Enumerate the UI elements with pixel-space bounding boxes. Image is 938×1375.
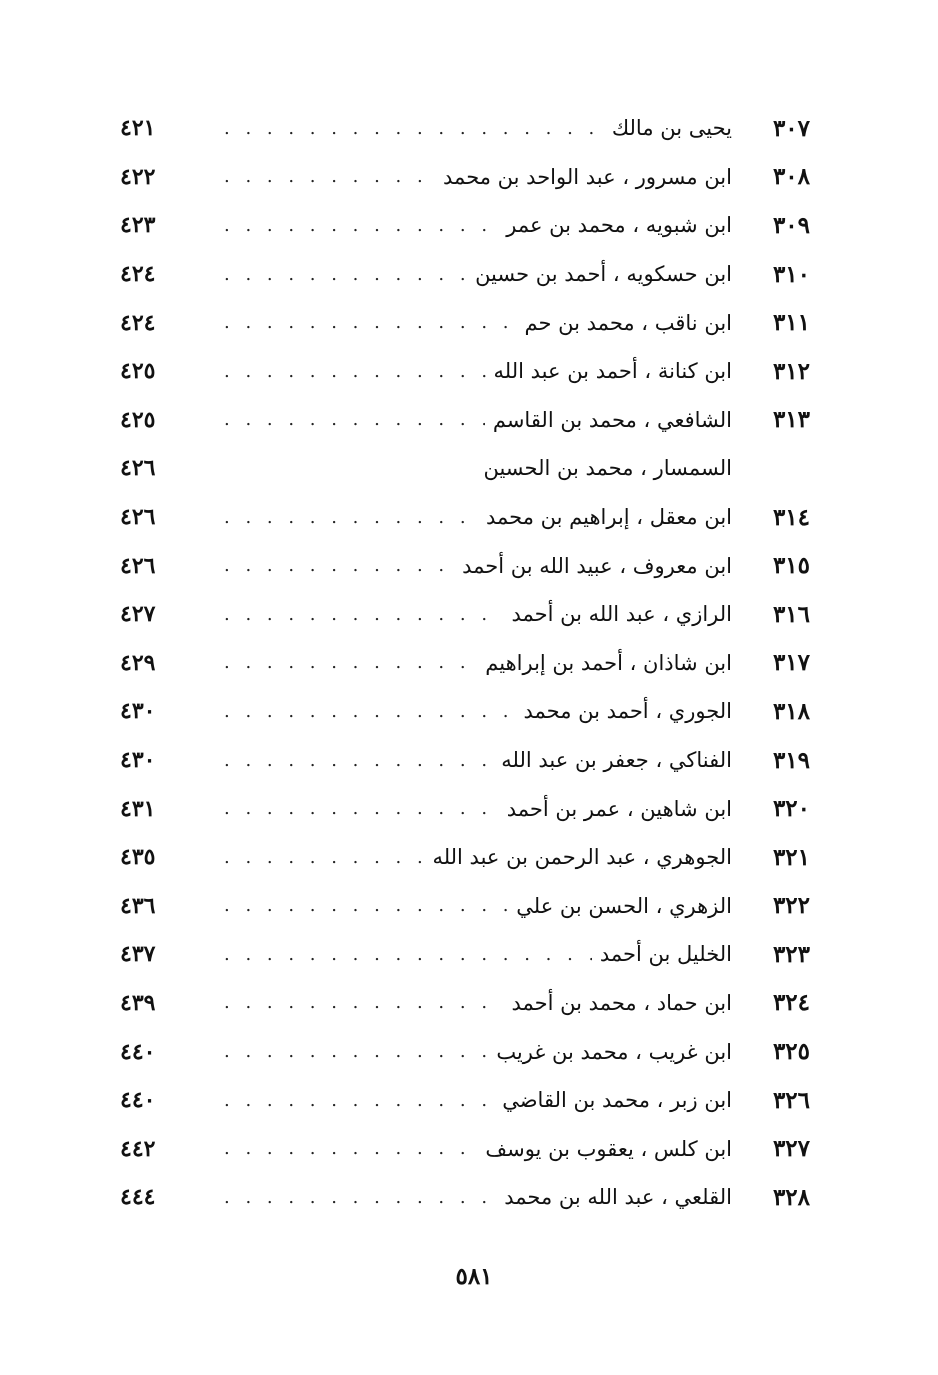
entry-number: ٣١٨ [772, 697, 810, 725]
toc-entry [120, 153, 820, 202]
entry-title: ابن معقل ، إبراهيم بن محمد [485, 505, 732, 530]
dot-leader [224, 798, 499, 819]
entry-page: ٤٢٦ [120, 455, 156, 482]
entry-number: ٣٢٤ [772, 989, 810, 1017]
entry-number: ٣١٣ [772, 406, 810, 434]
dot-leader [224, 312, 517, 333]
entry-page: ٤٢١ [120, 115, 156, 142]
entry-page: ٤٢٦ [120, 504, 156, 531]
entry-title: الزهري ، الحسن بن علي [516, 893, 732, 918]
toc-entry [120, 784, 820, 833]
toc-entry [120, 590, 820, 639]
dot-leader [224, 944, 592, 965]
toc-entry [120, 201, 820, 250]
entry-title: ابن مسرور ، عبد الواحد بن محمد [443, 164, 732, 189]
toc-entry [120, 930, 820, 979]
dot-leader [224, 361, 486, 382]
entry-page: ٤٣٠ [120, 698, 156, 725]
dot-leader [224, 992, 504, 1013]
toc-entry [120, 882, 820, 931]
entry-title: الشافعي ، محمد بن القاسم [492, 407, 732, 432]
entry-title: ابن كلس ، يعقوب بن يوسف [485, 1136, 732, 1161]
entry-page: ٤٣٧ [120, 941, 156, 968]
entry-page: ٤٢٤ [120, 309, 156, 336]
entry-title: السمسار ، محمد بن الحسين [483, 456, 732, 481]
page-number: ٥٨١ [455, 1263, 493, 1290]
entry-title: ابن معروف ، عبيد الله بن أحمد [462, 553, 732, 578]
toc-entry [120, 1076, 820, 1125]
entry-number: ٣١٦ [772, 600, 810, 628]
entry-number: ٣١٩ [772, 746, 810, 774]
dot-leader [224, 264, 467, 285]
entry-number: ٣٢٧ [772, 1135, 810, 1163]
toc-entry [120, 1173, 820, 1222]
dot-leader [224, 895, 508, 916]
toc-entry [120, 833, 820, 882]
entry-number: ٣٢٢ [772, 892, 810, 920]
dot-leader [224, 507, 478, 528]
dot-leader [224, 118, 604, 139]
toc-entry [120, 736, 820, 785]
entry-title: الجوري ، أحمد بن محمد [523, 699, 732, 724]
entry-number: ٣١١ [772, 309, 810, 337]
toc-entry [120, 1124, 820, 1173]
entry-title: ابن حسكويه ، أحمد بن حسين [475, 262, 732, 287]
entry-number: ٣٠٩ [772, 211, 810, 239]
entry-page: ٤٢٩ [120, 649, 156, 676]
entry-page: ٤٤٤ [120, 1184, 156, 1211]
entry-number: ٣٢١ [772, 843, 810, 871]
entry-title: ابن شاذان ، أحمد بن إبراهيم [485, 650, 732, 675]
entry-title: ابن ناقب ، محمد بن حم [524, 310, 732, 335]
dot-leader [224, 555, 454, 576]
entry-page: ٤٣٥ [120, 844, 156, 871]
toc-entry [120, 250, 820, 299]
entry-number: ٣٢٣ [772, 940, 810, 968]
entry-title: ابن شاهين ، عمر بن أحمد [506, 796, 732, 821]
toc-entry [120, 639, 820, 688]
entry-title: القلعي ، عبد الله بن محمد [504, 1185, 732, 1210]
dot-leader [224, 847, 424, 868]
entry-page: ٤٤٠ [120, 1087, 156, 1114]
entry-number: ٣٢٦ [772, 1086, 810, 1114]
entry-page: ٤٢٧ [120, 601, 156, 628]
entry-page: ٤٢٤ [120, 261, 156, 288]
toc-entry [120, 541, 820, 590]
entry-title: يحيى بن مالك [611, 116, 732, 141]
entry-title: الجوهري ، عبد الرحمن بن عبد الله [432, 845, 732, 870]
entry-number: ٣١٠ [772, 260, 810, 288]
toc-entry [120, 444, 820, 493]
entry-page: ٤٣٠ [120, 747, 156, 774]
entry-title: ابن غريب ، محمد بن غريب [496, 1039, 732, 1064]
toc-entry [120, 687, 820, 736]
dot-leader [224, 166, 435, 187]
toc-entry [120, 493, 820, 542]
entry-page: ٤٢٦ [120, 552, 156, 579]
dot-leader [224, 701, 516, 722]
dot-leader [224, 1090, 494, 1111]
dot-leader [224, 1138, 477, 1159]
entry-number: ٣١٥ [772, 552, 810, 580]
dot-leader [224, 604, 503, 625]
entry-number: ٣١٧ [772, 649, 810, 677]
dot-leader [224, 409, 485, 430]
toc-entry [120, 979, 820, 1028]
entry-number: ٣٠٨ [772, 163, 810, 191]
entry-number: ٣٢٨ [772, 1183, 810, 1211]
toc-entry [120, 298, 820, 347]
entry-number: ٣٠٧ [772, 114, 810, 142]
entry-title: الفناكي ، جعفر بن عبد الله [501, 748, 732, 773]
toc-entry [120, 347, 820, 396]
dot-leader [224, 215, 498, 236]
entry-title: الخليل بن أحمد [599, 942, 732, 967]
entry-page: ٤٣٩ [120, 989, 156, 1016]
entry-title: ابن شبويه ، محمد بن عمر [506, 213, 732, 238]
toc-entry [120, 1027, 820, 1076]
entry-title: الرازي ، عبد الله بن أحمد [511, 602, 732, 627]
entry-number: ٣٢٠ [772, 795, 810, 823]
entry-title: ابن حماد ، محمد بن أحمد [511, 990, 732, 1015]
dot-leader [224, 1187, 496, 1208]
entry-page: ٤٣١ [120, 795, 156, 822]
dot-leader [224, 1041, 488, 1062]
entry-number: ٣١٤ [772, 503, 810, 531]
toc-entry [120, 396, 820, 445]
entry-page: ٤٣٦ [120, 892, 156, 919]
dot-leader [224, 652, 477, 673]
dot-leader [224, 750, 493, 771]
entry-page: ٤٢٥ [120, 406, 156, 433]
entry-page: ٤٢٢ [120, 163, 156, 190]
entry-title: ابن زبر ، محمد بن القاضي [502, 1088, 732, 1113]
entry-page: ٤٢٥ [120, 358, 156, 385]
entry-page: ٤٤٠ [120, 1038, 156, 1065]
table-of-contents [120, 104, 820, 1222]
entry-number: ٣٢٥ [772, 1038, 810, 1066]
entry-number: ٣١٢ [772, 357, 810, 385]
entry-title: ابن كنانة ، أحمد بن عبد الله [493, 359, 732, 384]
toc-entry [120, 104, 820, 153]
entry-page: ٤٢٣ [120, 212, 156, 239]
entry-page: ٤٤٢ [120, 1135, 156, 1162]
